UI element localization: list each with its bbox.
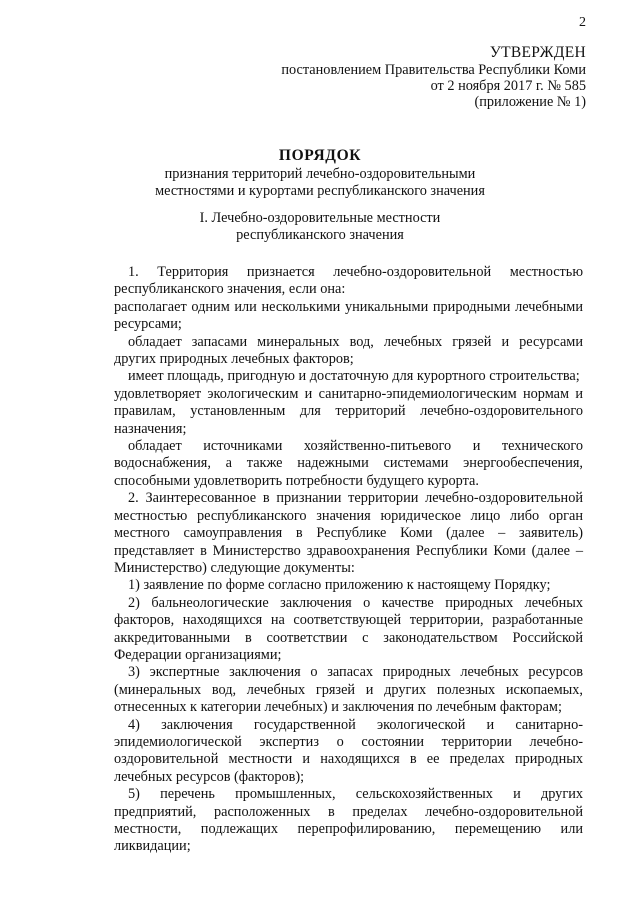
document-subtitle: признания территорий лечебно-оздоровительными местностями и курортами республиканского значения: [155, 166, 485, 199]
paragraph: 1) заявление по форме согласно приложению к настоящему Порядку;: [128, 577, 551, 594]
title-block: [0, 146, 640, 200]
section-heading-block: [0, 210, 640, 244]
paragraph: располагает одним или несколькими уникальными природными лечебными ресурсами;: [114, 298, 583, 333]
page-number: 2: [579, 15, 586, 30]
paragraph: 4) заключения государственной экологической и санитарно-эпидемиологической экспертиз о состоянии территории лечебно-оздоровительной местности и находящихся в ее пределах природных лечебных ресурсов (факторов);: [114, 716, 583, 785]
document-title: ПОРЯДОК: [278, 147, 362, 164]
paragraph: 2) бальнеологические заключения о качестве природных лечебных факторов, находящихся на соответствующей территории, разработанные аккредитованными в соответствии с законодательством Российской Федерации организациями;: [114, 594, 583, 663]
paragraph: 1. Территория признается лечебно-оздоровительной местностью республиканского значения, если она:: [114, 264, 583, 298]
approval-line-1: постановлением Правительства Республики Коми: [281, 62, 586, 78]
paragraph: 2. Заинтересованное в признании территории лечебно-оздоровительной местностью республиканского значения юридическое лицо либо орган местного самоуправления в Республике Коми (далее – заявитель) представляет в Министерство здравоохранения Республики Коми (далее – Министерство) следующие документы:: [114, 490, 583, 576]
paragraph: обладает источниками хозяйственно-питьевого и технического водоснабжения, а также надежными системами энергообеспечения, способными удовлетворить потребности будущего курорта.: [114, 438, 583, 489]
body-text: [114, 264, 583, 856]
approval-stamp: [281, 45, 586, 110]
paragraph: обладает запасами минеральных вод, лечебных грязей и ресурсами других природных лечебных факторов;: [114, 333, 583, 368]
approval-line-2: от 2 ноября 2017 г. № 585: [430, 78, 586, 94]
section-heading: I. Лечебно-оздоровительные местности республиканского значения: [199, 210, 441, 243]
approval-line-3: (приложение № 1): [474, 94, 586, 110]
approval-title: УТВЕРЖДЕН: [489, 44, 586, 61]
paragraph: 3) экспертные заключения о запасах природных лечебных ресурсов (минеральных вод, лечебных грязей и других полезных ископаемых, отнесенных к категории лечебных) и заключения по лечебным факторам;: [114, 664, 583, 716]
paragraph: имеет площадь, пригодную и достаточную для курортного строительства;: [128, 368, 580, 385]
paragraph: удовлетворяет экологическим и санитарно-эпидемиологическим нормам и правилам, установленным для территорий лечебно-оздоровительного назначения;: [114, 385, 583, 437]
paragraph: 5) перечень промышленных, сельскохозяйственных и других предприятий, расположенных в пределах лечебно-оздоровительной местности, подлежащих перепрофилированию, перемещению или ликвидации;: [114, 786, 583, 855]
